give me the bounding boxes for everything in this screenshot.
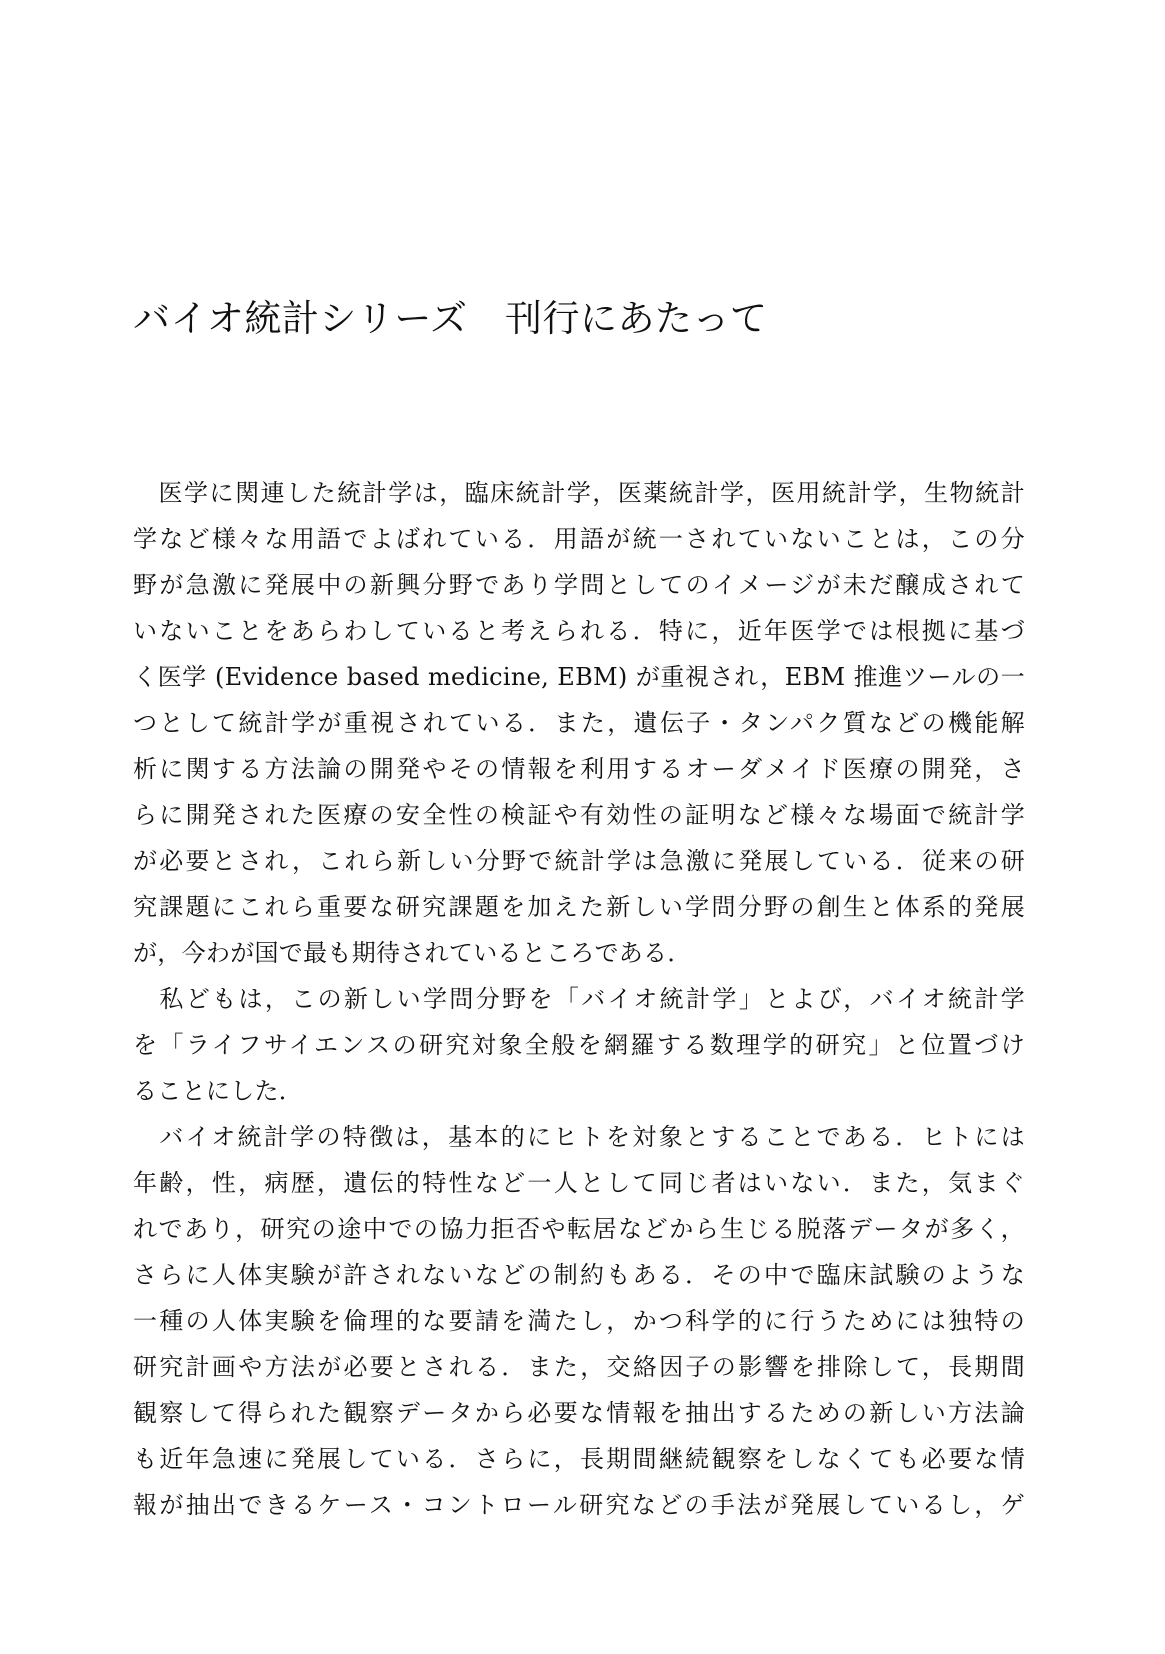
text-line: 年齢，性，病歴，遺伝的特性など一人として同じ者はいない．また，気まぐ <box>133 1169 1025 1197</box>
text-line: 野が急激に発展中の新興分野であり学問としてのイメージが未だ醸成されて <box>133 571 1025 599</box>
text-line: 観察して得られた観察データから必要な情報を抽出するための新しい方法論 <box>133 1399 1025 1427</box>
text-line: が，今わが国で最も期待されているところである． <box>133 939 692 967</box>
text-line: 報が抽出できるケース・コントロール研究などの手法が発展しているし，ゲ <box>133 1491 1025 1519</box>
text-line: らに開発された医療の安全性の検証や有効性の証明など様々な場面で統計学 <box>133 801 1025 829</box>
text-line: バイオ統計学の特徴は，基本的にヒトを対象とすることである．ヒトには <box>133 1123 1025 1151</box>
text-line: 私どもは，この新しい学問分野を「バイオ統計学」とよび，バイオ統計学 <box>133 985 1025 1013</box>
text-line: ることにした． <box>133 1077 304 1105</box>
text-line: 析に関する方法論の開発やその情報を利用するオーダメイド医療の開発，さ <box>133 755 1025 783</box>
body-text <box>133 470 1025 1528</box>
page-title: バイオ統計シリーズ 刊行にあたって <box>133 297 768 340</box>
text-line: さらに人体実験が許されないなどの制約もある．その中で臨床試験のような <box>133 1261 1025 1289</box>
text-line: を「ライフサイエンスの研究対象全般を網羅する数理学的研究」と位置づけ <box>133 1031 1025 1059</box>
text-line: 究課題にこれら重要な研究課題を加えた新しい学問分野の創生と体系的発展 <box>133 893 1025 921</box>
text-line: く医学 (Evidence based medicine, EBM) が重視され，EBM 推進ツールの一 <box>133 663 1025 691</box>
text-line: も近年急速に発展している．さらに，長期間継続観察をしなくても必要な情 <box>133 1445 1025 1473</box>
text-line: 学など様々な用語でよばれている．用語が統一されていないことは，この分 <box>133 525 1025 553</box>
text-line: 医学に関連した統計学は，臨床統計学，医薬統計学，医用統計学，生物統計 <box>133 479 1025 507</box>
text-line: 一種の人体実験を倫理的な要請を満たし，かつ科学的に行うためには独特の <box>133 1307 1025 1335</box>
text-line: れであり，研究の途中での協力拒否や転居などから生じる脱落データが多く， <box>133 1215 1025 1243</box>
text-line: つとして統計学が重視されている．また，遺伝子・タンパク質などの機能解 <box>133 709 1025 737</box>
text-line: 研究計画や方法が必要とされる．また，交絡因子の影響を排除して，長期間 <box>133 1353 1025 1381</box>
text-line: いないことをあらわしていると考えられる．特に，近年医学では根拠に基づ <box>133 617 1025 645</box>
text-line: が必要とされ，これら新しい分野で統計学は急激に発展している．従来の研 <box>133 847 1025 875</box>
